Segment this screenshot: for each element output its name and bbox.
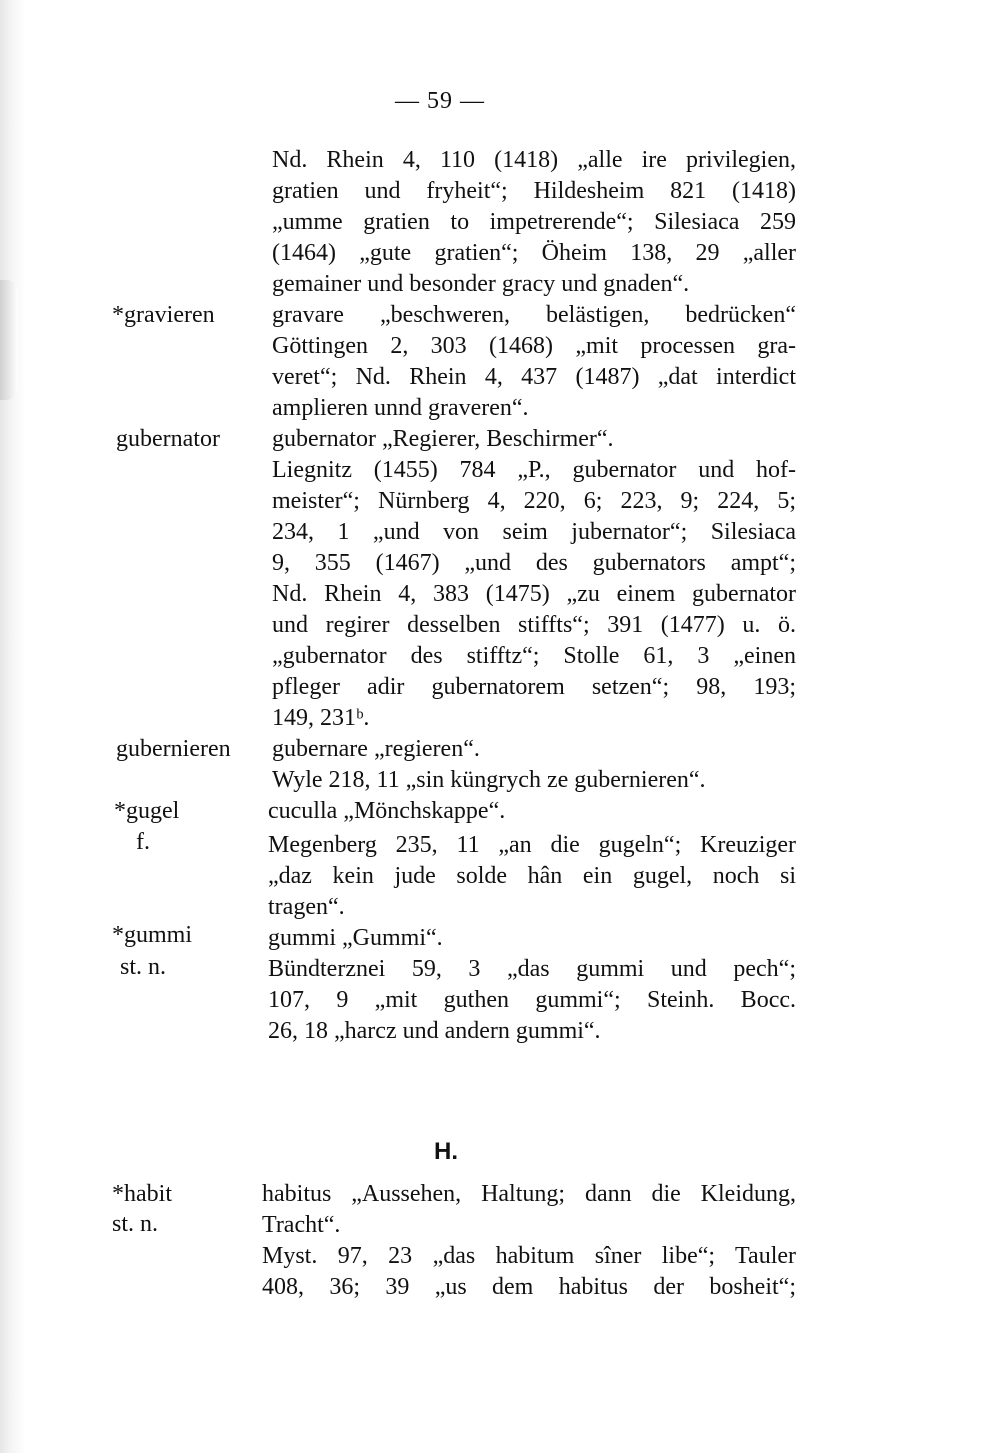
text-line: gemainer und besonder gracy und gnaden“. bbox=[272, 271, 690, 297]
text-line: „gubernator des stifftz“; Stolle 61, 3 „einen bbox=[272, 643, 796, 669]
text-line: 234, 1 „und von seim jubernator“; Silesiaca bbox=[272, 519, 796, 545]
text-line: Liegnitz (1455) 784 „P., gubernator und hof- bbox=[272, 457, 796, 483]
text-line: pfleger adir gubernatorem setzen“; 98, 193; bbox=[272, 674, 796, 700]
lemma-gugel-gender: f. bbox=[136, 829, 150, 855]
lemma-gugel: *gugel bbox=[114, 798, 180, 824]
text-line: tragen“. bbox=[268, 894, 345, 920]
page-edge-shadow bbox=[0, 0, 26, 1453]
text-line: „umme gratien to impetrerende“; Silesiaca 259 bbox=[272, 209, 796, 235]
text-line: gummi „Gummi“. bbox=[268, 925, 443, 951]
text-line: 26, 18 „harcz und andern gummi“. bbox=[268, 1018, 601, 1044]
text-line: meister“; Nürnberg 4, 220, 6; 223, 9; 224, 5; bbox=[272, 488, 796, 514]
text-line: amplieren unnd graveren“. bbox=[272, 395, 529, 421]
lemma-gummi: *gummi bbox=[112, 922, 193, 948]
text-line: Nd. Rhein 4, 110 (1418) „alle ire privilegien, bbox=[272, 147, 796, 173]
text-line: Megenberg 235, 11 „an die gugeln“; Kreuziger bbox=[268, 832, 796, 858]
text-line: (1464) „gute gratien“; Öheim 138, 29 „aller bbox=[272, 240, 796, 266]
text-line: gubernare „regieren“. bbox=[272, 736, 480, 762]
lemma-habit-gender: st. n. bbox=[112, 1211, 159, 1237]
lemma-gubernator: gubernator bbox=[116, 426, 220, 452]
lemma-gravieren: *gravieren bbox=[112, 302, 215, 328]
text-line: habitus „Aussehen, Haltung; dann die Kleidung, bbox=[262, 1181, 796, 1207]
lemma-gummi-gender: st. n. bbox=[120, 954, 167, 980]
text-line: und regirer desselben stiffts“; 391 (1477) u. ö. bbox=[272, 612, 796, 638]
text-line: 9, 355 (1467) „und des gubernators ampt“; bbox=[272, 550, 796, 576]
text-line: Nd. Rhein 4, 383 (1475) „zu einem gubernator bbox=[272, 581, 796, 607]
section-heading-h: H. bbox=[434, 1138, 458, 1165]
text-line: gravare „beschweren, belästigen, bedrücken“ bbox=[272, 302, 796, 328]
text-line: gubernator „Regierer, Beschirmer“. bbox=[272, 426, 614, 452]
text-line: Göttingen 2, 303 (1468) „mit processen gra- bbox=[272, 333, 796, 359]
text-line: 149, 231ᵇ. bbox=[272, 705, 370, 731]
text-line: veret“; Nd. Rhein 4, 437 (1487) „dat interdict bbox=[272, 364, 796, 390]
lemma-gubernieren: gubernieren bbox=[116, 736, 231, 762]
page-edge-blot bbox=[0, 280, 18, 400]
text-line: cuculla „Mönchskappe“. bbox=[268, 798, 506, 824]
text-line: Tracht“. bbox=[262, 1212, 341, 1238]
text-line: Myst. 97, 23 „das habitum sîner libe“; Tauler bbox=[262, 1243, 796, 1269]
text-line: gratien und fryheit“; Hildesheim 821 (1418) bbox=[272, 178, 796, 204]
text-line: Bündterznei 59, 3 „das gummi und pech“; bbox=[268, 956, 796, 982]
page-number: — 59 — bbox=[395, 88, 485, 114]
text-line: 408, 36; 39 „us dem habitus der bosheit“; bbox=[262, 1274, 796, 1300]
text-line: 107, 9 „mit guthen gummi“; Steinh. Bocc. bbox=[268, 987, 796, 1013]
text-line: „daz kein jude solde hân ein gugel, noch si bbox=[268, 863, 796, 889]
lemma-habit: *habit bbox=[112, 1181, 172, 1207]
text-line: Wyle 218, 11 „sin küngrych ze gubernieren“. bbox=[272, 767, 706, 793]
